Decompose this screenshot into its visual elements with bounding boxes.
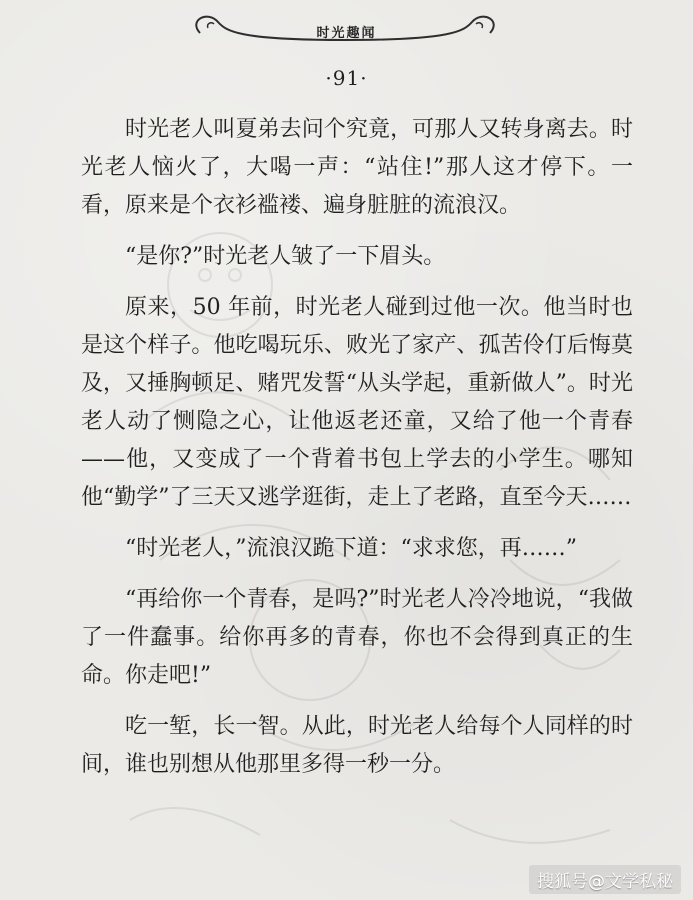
paragraph: “是你?”时光老人皱了一下眉头。 (125, 244, 446, 269)
paragraph: “时光老人，”流浪汉跪下道：“求求您，再……” (125, 536, 577, 561)
main-text (81, 111, 633, 797)
paragraph: 吃一堑，长一智。从此，时光老人给每个人同样的时间，谁也别想从他那里多得一秒一分。 (81, 714, 633, 777)
paragraph: 原来，50 年前，时光老人碰到过他一次。他当时也是这个样子。他吃喝玩乐、败光了家产、孤苦伶仃后悔莫及，又捶胸顿足、赌咒发誓“从头学起，重新做人”。时光老人动了恻隐之心，让他返老还童，又给了他一个青春——他，又变成了一个背着书包上学去的小学生。哪知他“勤学”了三天又逃学逛街，走上了老路，直至今天…… (81, 295, 633, 510)
running-header (0, 0, 693, 95)
paragraph: 时光老人叫夏弟去问个究竟，可那人又转身离去。时光老人恼火了，大喝一声：“站住!”那人这才停下。一看，原来是个衣衫褴褛、遍身脏脏的流浪汉。 (81, 117, 633, 218)
page-number: ·91· (325, 66, 368, 90)
watermark-text: 搜狐号@文学私秘 (529, 865, 681, 894)
header-title: 时光趣闻 (316, 26, 377, 41)
paragraph: “再给你一个青春，是吗?”时光老人冷冷地说，“我做了一件蠢事。给你再多的青春，你也不会得到真正的生命。你走吧!” (81, 587, 633, 688)
